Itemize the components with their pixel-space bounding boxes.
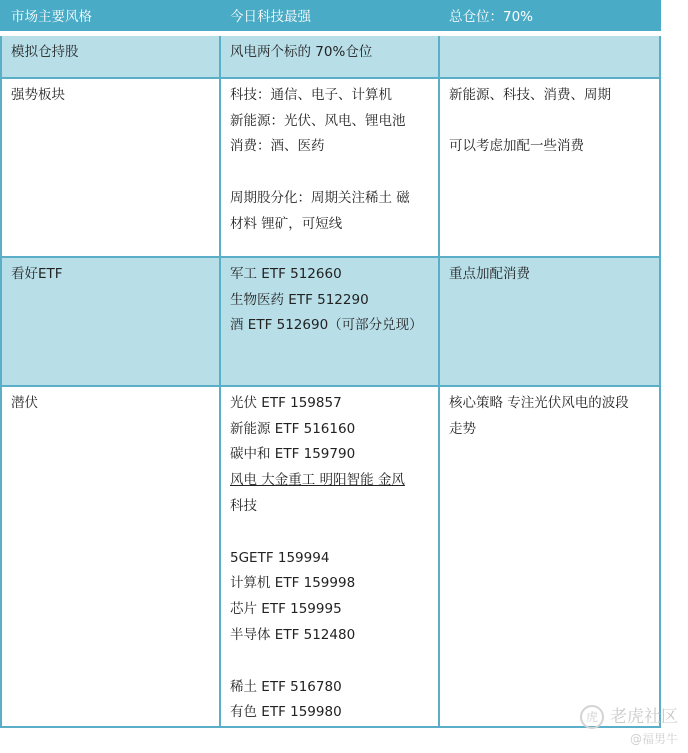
row-detail — [220, 78, 439, 257]
table-row — [1, 257, 660, 386]
line-gap — [230, 520, 430, 546]
detail-line: 新能源 ETF 516160 — [230, 420, 356, 437]
detail-line: 光伏 ETF 159857 — [230, 394, 342, 411]
detail-line: 有色 ETF 159980 — [230, 704, 342, 721]
note-line: 重点加配消费 — [449, 265, 530, 282]
tiger-logo-icon: 虎 — [580, 705, 604, 729]
header-total-position: 总仓位：70% — [439, 1, 660, 33]
row-note — [439, 386, 660, 727]
detail-line: 风电 大金重工 明阳智能 金风 — [230, 472, 405, 489]
watermark — [580, 702, 678, 729]
detail-line: 芯片 ETF 159995 — [230, 601, 342, 618]
line-gap — [449, 109, 651, 135]
detail-line: 材料 锂矿，可短线 — [230, 215, 343, 232]
table-row — [1, 386, 660, 727]
detail-line: 周期股分化：周期关注稀土 磁 — [230, 189, 410, 206]
line-gap — [230, 649, 430, 675]
detail-line: 5GETF 159994 — [230, 549, 330, 566]
row-label: 模拟仓持股 — [1, 33, 220, 78]
detail-line: 稀土 ETF 516780 — [230, 678, 342, 695]
row-note — [439, 33, 660, 78]
note-line: 可以考虑加配一些消费 — [449, 138, 584, 155]
row-label: 看好ETF — [1, 257, 220, 386]
watermark-brand: 老虎社区 — [610, 707, 678, 727]
note-line: 新能源、科技、消费、周期 — [449, 86, 611, 103]
note-line: 走势 — [449, 420, 476, 437]
detail-line: 生物医药 ETF 512290 — [230, 291, 369, 308]
row-detail — [220, 33, 439, 78]
header-today-strongest: 今日科技最强 — [220, 1, 439, 33]
detail-line: 新能源：光伏、风电、锂电池 — [230, 112, 406, 129]
header-market-style: 市场主要风格 — [1, 1, 220, 33]
row-label: 潜伏 — [1, 386, 220, 727]
row-detail — [220, 386, 439, 727]
detail-line: 风电两个标的 70%仓位 — [230, 43, 373, 60]
detail-line: 消费：酒、医药 — [230, 138, 325, 155]
row-note — [439, 257, 660, 386]
row-label: 强势板块 — [1, 78, 220, 257]
detail-line: 半导体 ETF 512480 — [230, 626, 356, 643]
table-row — [1, 78, 660, 257]
line-gap — [230, 160, 430, 186]
header-row — [1, 1, 660, 33]
watermark-author: @福男牛 — [629, 732, 678, 746]
row-note — [439, 78, 660, 257]
detail-line: 计算机 ETF 159998 — [230, 575, 356, 592]
detail-line: 碳中和 ETF 159790 — [230, 446, 356, 463]
row-detail — [220, 257, 439, 386]
detail-line: 科技：通信、电子、计算机 — [230, 86, 392, 103]
detail-line: 酒 ETF 512690（可部分兑现） — [230, 317, 423, 334]
detail-line: 科技 — [230, 497, 257, 514]
detail-line: 军工 ETF 512660 — [230, 265, 342, 282]
note-line: 核心策略 专注光伏风电的波段 — [449, 394, 629, 411]
table-row — [1, 33, 660, 78]
